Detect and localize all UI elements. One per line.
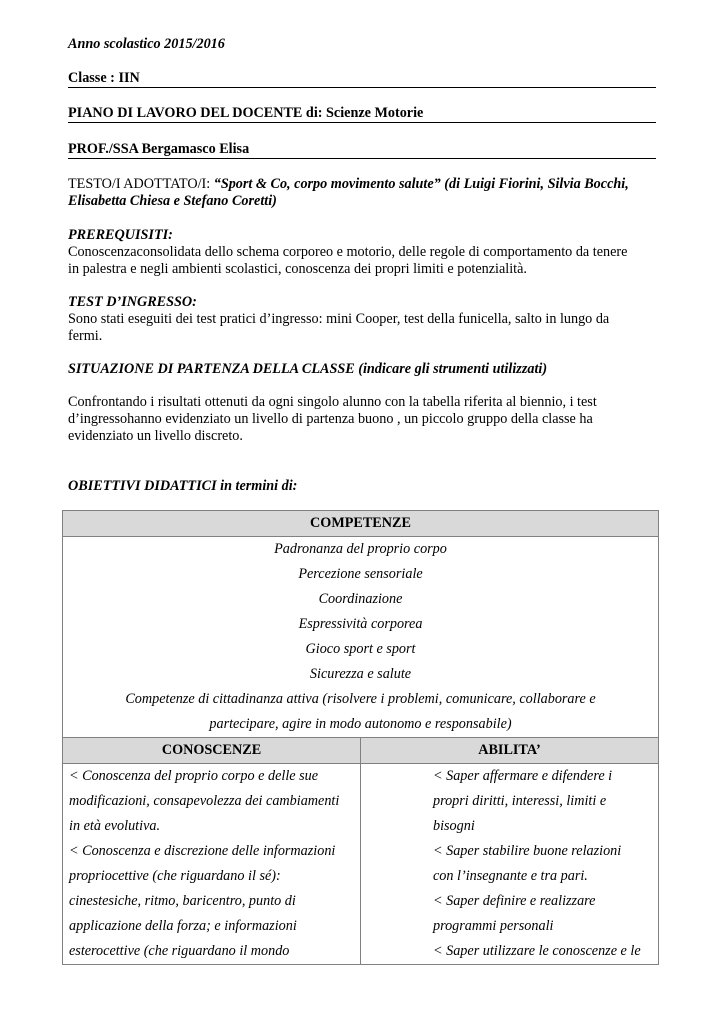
- abilita-cell: [361, 764, 659, 965]
- prerequisites-text-line: in palestra e negli ambienti scolastici, conoscenza dei propri limiti e potenzialità.: [68, 261, 527, 277]
- abilita-header: ABILITA’: [361, 738, 659, 764]
- entry-test-text-line: Sono stati eseguiti dei test pratici d’ingresso: mini Cooper, test della funicella, salto in lungo da: [68, 311, 610, 327]
- conoscenze-cell: [63, 764, 361, 965]
- competenza-item: Padronanza del proprio corpo: [274, 541, 447, 557]
- entry-test-text-line: fermi.: [68, 328, 103, 344]
- class-label: Classe : IIN: [68, 70, 140, 86]
- abilita-line: < Saper definire e realizzare: [433, 893, 596, 909]
- conoscenze-line: < Conoscenza del proprio corpo e delle sue: [69, 768, 319, 784]
- textbook-title: “Sport & Co, corpo movimento salute” (di Luigi Fiorini, Silvia Bocchi,: [213, 176, 629, 192]
- conoscenze-line: in età evolutiva.: [69, 818, 161, 834]
- divider: [68, 158, 656, 159]
- abilita-line: < Saper utilizzare le conoscenze e le: [433, 943, 641, 959]
- divider: [68, 122, 656, 123]
- competenza-item: Coordinazione: [318, 591, 403, 607]
- starting-situation-line: Confrontando i risultati ottenuti da ogni singolo alunno con la tabella riferita al biennio, i test: [68, 394, 597, 410]
- conoscenze-line: < Conoscenza e discrezione delle informazioni: [69, 843, 336, 859]
- conoscenze-line: propriocettive (che riguardano il sé):: [69, 868, 281, 884]
- entry-test-section: [68, 294, 658, 345]
- textbook-section: [68, 176, 658, 210]
- conoscenze-line: esterocettive (che riguardano il mondo: [69, 943, 290, 959]
- abilita-line: < Saper affermare e difendere i: [433, 768, 613, 784]
- prerequisites-section: [68, 227, 658, 278]
- competenza-item: Gioco sport e sport: [305, 641, 416, 657]
- starting-situation-line: evidenziato un livello discreto.: [68, 428, 243, 444]
- entry-test-heading: TEST D’INGRESSO:: [68, 294, 197, 310]
- cittadinanza-line: Competenze di cittadinanza attiva (risolvere i problemi, comunicare, collaborare e: [125, 691, 596, 707]
- conoscenze-line: modificazioni, consapevolezza dei cambiamenti: [69, 793, 340, 809]
- competenza-item: Espressività corporea: [298, 616, 423, 632]
- abilita-line: bisogni: [433, 818, 475, 834]
- abilita-line: propri diritti, interessi, limiti e: [433, 793, 607, 809]
- textbook-label: TESTO/I ADOTTATO/I:: [68, 176, 214, 192]
- conoscenze-header: CONOSCENZE: [63, 738, 361, 764]
- teacher-plan-title: PIANO DI LAVORO DEL DOCENTE di: Scienze Motorie: [68, 105, 424, 121]
- conoscenze-line: cinestesiche, ritmo, baricentro, punto di: [69, 893, 296, 909]
- divider: [68, 87, 656, 88]
- abilita-line: programmi personali: [433, 918, 554, 934]
- competenza-item: Percezione sensoriale: [298, 566, 423, 582]
- teacher-name: PROF./SSA Bergamasco Elisa: [68, 141, 250, 157]
- abilita-line: < Saper stabilire buone relazioni: [433, 843, 622, 859]
- starting-situation-text: [68, 394, 658, 445]
- cittadinanza-line: partecipare, agire in modo autonomo e responsabile): [209, 716, 512, 732]
- school-year: Anno scolastico 2015/2016: [68, 36, 225, 52]
- competenze-header: COMPETENZE: [63, 511, 659, 537]
- prerequisites-heading: PREREQUISITI:: [68, 227, 173, 243]
- starting-situation-heading: SITUAZIONE DI PARTENZA DELLA CLASSE (indicare gli strumenti utilizzati): [68, 361, 548, 377]
- textbook-authors: Elisabetta Chiesa e Stefano Coretti): [68, 193, 277, 209]
- prerequisites-text-line: Conoscenzaconsolidata dello schema corporeo e motorio, delle regole di comportamento da tenere: [68, 244, 628, 260]
- competenze-list: [63, 537, 659, 738]
- abilita-line: con l’insegnante e tra pari.: [433, 868, 588, 884]
- objectives-table: [62, 510, 659, 965]
- objectives-heading: OBIETTIVI DIDATTICI in termini di:: [68, 478, 298, 494]
- conoscenze-line: applicazione della forza; e informazioni: [69, 918, 297, 934]
- starting-situation-line: d’ingressohanno evidenziato un livello di partenza buono , un piccolo gruppo della classe ha: [68, 411, 593, 427]
- competenza-item: Sicurezza e salute: [309, 666, 412, 682]
